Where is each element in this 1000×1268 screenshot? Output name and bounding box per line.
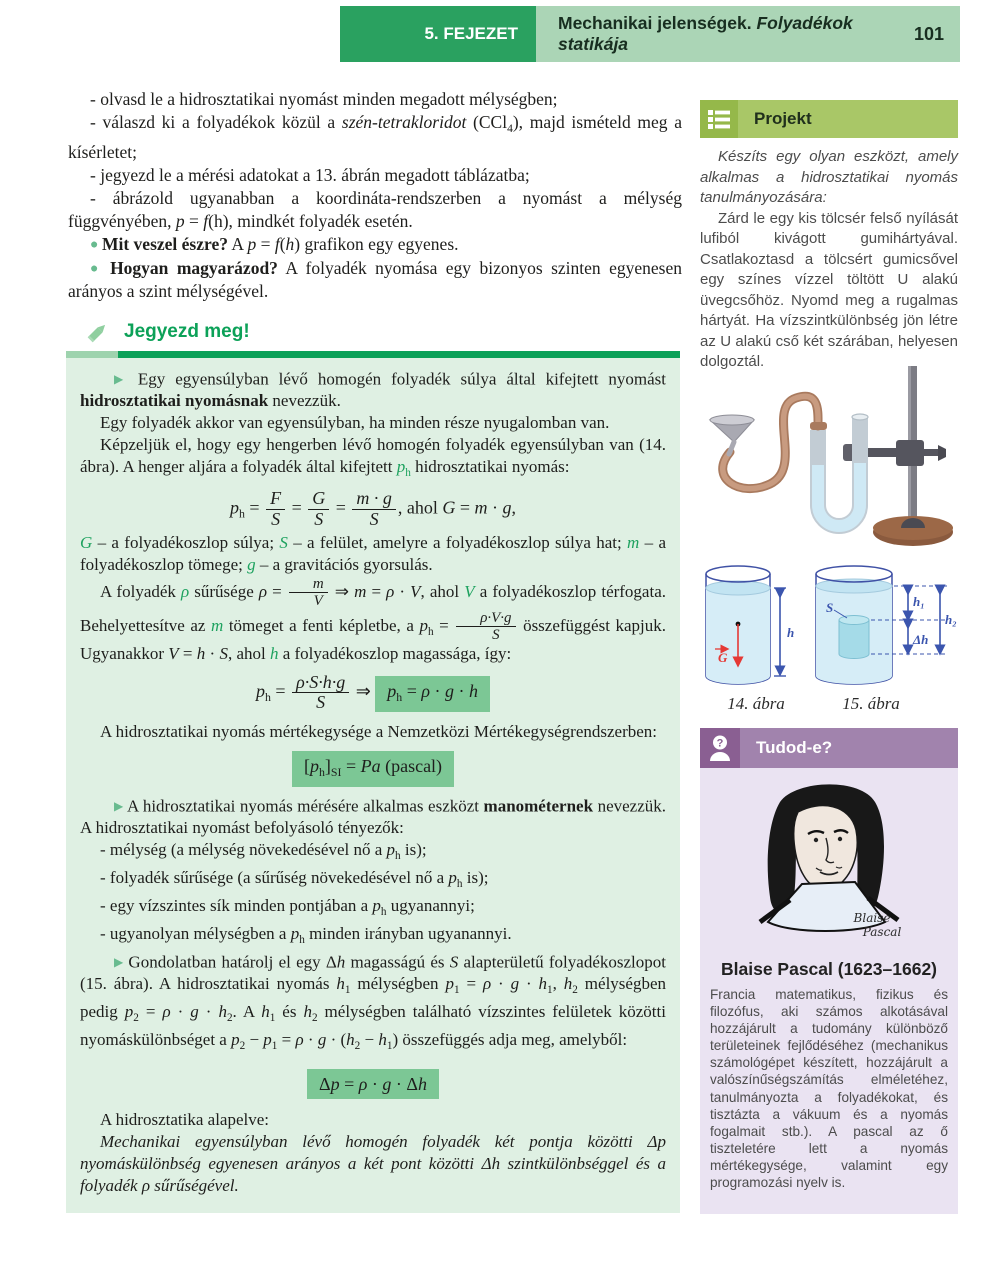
tudod-title: Tudod-e? [740,728,958,768]
page-number: 101 [913,23,944,44]
formula-delta-p [80,1069,666,1099]
pascal-bio: Francia matematikus, fizikus és filozófus, aki számos alkotásával hozzájárult a tudomány különböző területeinek fejlődéséhez (mechanikus számológépet készített, hozzájárult a valószínűségszámítás elméletéhez, tanulmányozta a folyadékokat, és tisztázta a vákuum és a nyomás fogalmait stb.). A pascal az ő tiszteletére lett a nyomás mértékegysége, valamint egy programozási nyelv is. [710,987,948,1191]
funnel [710,415,754,454]
projekt-box [700,100,958,373]
page-title: Mechanikai jelenségek. Folyadékok statikája [558,13,853,54]
intro-item: - jegyezd le a mérési adatokat a 13. ábrán megadott táblázatba; [90,165,530,186]
note-paragraph: ▶ A hidrosztatikai nyomás mérésére alkalmas eszközt manométernek nevezzük. A hidrosztatikai nyomást befolyásoló tényezők: [80,796,667,838]
tudod-body [700,768,958,1191]
note-box [66,358,680,1213]
figure-14-15 [698,562,960,694]
tudod-box [700,728,958,1214]
svg-text:?: ? [716,737,724,750]
intro-item: - ábrázold ugyanabban a koordináta-rendszerben a nyomást a mélység függvényében, p = f(h), mindkét folyadék esetén. [68,188,682,232]
projekt-header [700,100,958,138]
page-header [536,6,960,62]
projekt-body [700,147,958,373]
intro-item: - olvasd le a hidrosztatikai nyomást minden megadott mélységben; [90,89,558,109]
note-list-item: - folyadék sűrűsége (a sűrűség növekedésével nő a $p_h$ is); [100,868,489,891]
figure-14-caption: 14. ábra [727,694,785,713]
note-section-header [84,318,250,346]
formula-left: $p_h$ = $\frac{\rho\cdot S\cdot h\cdot g}{S}$ ⇒ [255,671,376,713]
formula-hydrostatic [80,673,666,713]
explain-bullet: ● Hogyan magyarázod? A folyadék nyomása egy bizonyos szinten egyenesen arányos a szint mélységével. [68,257,682,302]
principle-statement: Mechanikai egyensúlyban lévő homogén folyadék két pontja közötti Δp nyomáskülönbség egyenesen arányos a két pont közötti Δh szintkülönbséggel és a folyadék ρ sűrűségével. [80,1132,666,1196]
pencil-icon [84,318,112,346]
projekt-title: Projekt [738,100,958,138]
svg-text:Blaise: Blaise [853,911,891,925]
question-person-icon [700,728,740,768]
intro-item: - válaszd ki a folyadékok közül a szén-tetrakloridot (CCl$_4$), majd ismételd meg a kísérletet; [68,112,682,163]
svg-text:h: h [787,625,795,640]
note-paragraph: G – a folyadékoszlop súlya; S – a felület, amelyre a folyadékoszlop súlya hat; m – a folyadékoszlop tömege; g – a gravitációs gyorsulás. [80,533,666,575]
formula-highlighted: $p_h = \rho \cdot g \cdot h$ [375,676,490,712]
formula-pressure-definition: $p_h$ = $\frac{F}{S}$ = $\frac{G}{S}$ = $\frac{m \cdot g}{S}$ , ahol G = m · g, [229,488,517,529]
formula-unit [80,751,666,787]
delta-p-highlighted: Δp = ρ · g · Δh [307,1069,439,1099]
figure-15-cylinder [816,566,957,684]
note-title-rule [66,351,680,358]
figure-15-caption: 15. ábra [842,694,900,713]
note-paragraph: Egy folyadék akkor van egyensúlyban, ha minden része nyugalomban van. [100,413,610,433]
svg-text:h₂: h₂ [945,612,957,627]
note-paragraph: Képzeljük el, hogy egy hengerben lévő homogén folyadék egyensúlyban van (14. ábra). A henger aljára a folyadék által kifejtett $p_h$ hidrosztatikai nyomás: [80,435,666,480]
note-paragraph: ▶ Gondolatban határolj el egy Δh magasságú és S alapterületű folyadékoszlopot (15. ábra). A hidrosztatikai nyomás $h_1$ mélységben $p_1 = \rho \cdot g \cdot h_1$, $h_2$ mélységben pedig $p_2 = \rho \cdot g \cdot h_2$. A $h_1$ és $h_2$ mélységben található vízszintes felületek közötti nyomáskülönbséget a $p_2 - p_1 = \rho \cdot g \cdot (h_2 - h_1)$ összefüggés adja meg, amelyből: [80,952,666,1053]
chapter-badge: 5. FEJEZET [340,6,536,62]
projekt-lead: Készíts egy olyan eszközt, amely alkalmas a hidrosztatikai nyomás tanulmányozására: [700,148,958,206]
u-tube-apparatus-illustration [700,360,958,560]
observe-bullet: ● Mit veszel észre? A p = f(h) grafikon egy egyenes. [90,234,459,255]
note-paragraph: ▶ Egy egyensúlyban lévő homogén folyadék súlya által kifejtett nyomást hidrosztatikai nyomásnak nevezzük. [80,369,666,411]
liquid-element [839,616,869,659]
note-list-item: - egy vízszintes sík minden pontjában a $p_h$ ugyanannyi; [100,896,475,919]
note-paragraph: A hidrosztatikai nyomás mértékegysége a Nemzetközi Mértékegységrendszerben: [100,721,658,741]
note-list-item: - mélység (a mélység növekedésével nő a $p_h$ is); [100,840,427,863]
svg-text:G: G [718,650,728,665]
projekt-text: Zárd le egy kis tölcsér felső nyílását lufiból kivágott gumihártyával. Csatlakoztasd a tölcsért gumicsővel egy színes vízzel töltött U alakú üvegcsőhöz. Nyomd meg a rugalmas hártyát. Ha vízszintkülönbség jön létre az U alakú cső két szárában, helyesen dolgoztál. [700,209,958,370]
svg-text:Δh: Δh [913,632,929,647]
note-list-item: - ugyanolyan mélységben a $p_h$ minden irányban ugyanannyi. [100,924,512,947]
intro-text [68,88,682,303]
tudod-header [700,728,958,768]
note-paragraph: A hidrosztatika alapelve: [100,1110,269,1130]
pascal-portrait-illustration [710,772,948,952]
figure-14-cylinder [706,566,794,684]
svg-text:h₁: h₁ [913,594,925,609]
note-paragraph: A folyadék ρ sűrűsége ρ = $\frac{m}{V}$ ⇒ m = ρ · V, ahol V a folyadékoszlop térfogata. Behelyettesítve az m tömeget a fenti képletbe, a $p_h$ = $\frac{\rho\cdot V\cdot g}{S}$ összefüggést kapjuk. Ugyanakkor V = h · S, ahol h a folyadékoszlop magassága, így: [80,576,667,663]
svg-text:S: S [826,600,834,615]
list-icon [700,100,738,138]
pascal-name: Blaise Pascal (1623–1662) [721,959,937,979]
svg-text:Pascal: Pascal [862,925,902,939]
note-title: Jegyezd meg! [124,321,250,342]
u-tube [810,414,868,526]
unit-highlighted: $[p_h]_{SI} = Pa$ (pascal) [292,751,454,787]
